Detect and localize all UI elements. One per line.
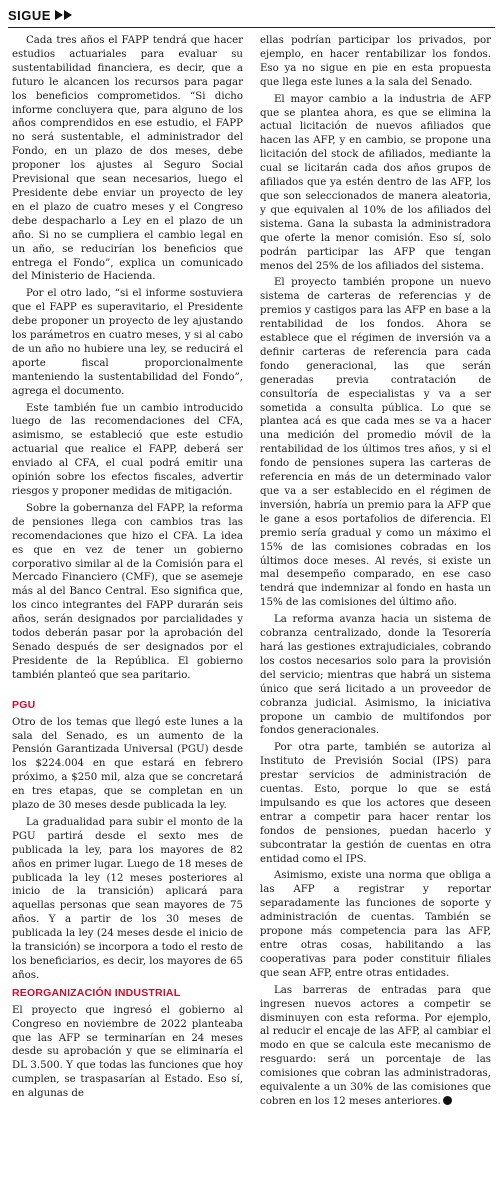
continue-label: SIGUE (8, 7, 51, 23)
paragraph: La reforma avanza hacia un sistema de cobranza centralizado, donde la Tesorería hará las gestiones extrajudiciales, cobrando los costos necesarios solo para la provisión del servicio; mientras que habrá un sistema único que será licitado a un proveedor de cobranza judicial. Asimismo, la iniciativa propone un cambio de multifondos por fondos generacionales. (260, 614, 491, 737)
paragraph: Por el otro lado, “si el informe sostuviera que el FAPP es superavitario, el Presidente debe proponer un proyecto de ley ajustando los parámetros en cuatro meses, y si al cabo de un año no hubiere una ley, se reducirá el aporte fiscal proporcionalmente manteniendo la sustentabilidad del Fondo”, agrega el documento. (12, 288, 243, 397)
subheading-pgu: PGU (12, 698, 36, 711)
article-column-right (260, 34, 491, 1112)
paragraph-text: Las barreras de entradas para que ingresen nuevos actores a competir se disminuyen con esta reforma. Por ejemplo, al reducir el encaje de las AFP, al cambiar el modo en que se calcula este mecanismo de resguardo: será un porcentaje de las comisiones que cobran las administradoras, equivalente a un 30% de las comisiones que cobren en los 12 meses anteriores. (260, 984, 491, 1107)
article-column-left (12, 34, 243, 1104)
continue-header (8, 6, 72, 24)
paragraph: El mayor cambio a la industria de AFP que se plantea ahora, es que se elimina la actual licitación de nuevos afiliados que hacen las AFP, y en cambio, se propone una licitación del stock de afiliados, mediante la cual se licitarán cada dos años grupos de afiliados que ya estén dentro de las AFP, los que son seleccionados de manera aleatoria, y que equivalen al 10% de los afiliados del sistema. Gana la subasta la administradora que oferte la menor comisión. Eso sí, solo podrán participar las AFP que tengan menos del 25% de los afiliados del sistema. (260, 93, 491, 272)
paragraph: Sobre la gobernanza del FAPP, la reforma de pensiones llega con cambios tras las recomendaciones que hizo el CFA. La idea es que en vez de tener un gobierno corporativo similar al de la Comisión para el Mercado Financiero (CMF), que se asemeje más al del Banco Central. Eso significa que, los cinco integrantes del FAPP durarán seis años, serán designados por parcialidades y todos deberán pasar por la aprobación del Senado después de ser designados por el Presidente de la República. El gobierno también planteó que sea paritario. (12, 502, 243, 681)
paragraph: Asimismo, existe una norma que obliga a las AFP a registrar y reportar separadamente las funciones de soporte y administración de cuentas. También se propone más competencia para las AFP, entre otras cosas, habilitando a las cooperativas para poder constituir filiales que sean AFP, entre otras entidades. (260, 870, 491, 979)
continue-arrows-icon (55, 10, 72, 20)
subheading-reorganizacion: REORGANIZACIÓN INDUSTRIAL (12, 986, 181, 999)
paragraph: La gradualidad para subir el monto de la PGU partirá desde el sexto mes de publicada la ley, para los mayores de 82 años en primer lugar. Luego de 18 meses de publicada la ley (12 meses posteriores al inicio de la transición) aplicará para aquellas personas que sean mayores de 75 años. Y a partir de los 30 meses de publicada la ley (24 meses desde el inicio de la transición) se incorpora a todo el resto de los beneficiarios, es decir, los mayores de 65 años. (12, 816, 243, 981)
end-mark-icon (443, 1096, 452, 1105)
last-paragraph (260, 984, 491, 1109)
paragraph: Cada tres años el FAPP tendrá que hacer estudios actuariales para evaluar su sustentabilidad financiera, es decir, que a futuro le alcancen los recursos para pagar los beneficios comprometidos. “Si dicho informe concluyera que, para alguno de los años comprendidos en ese estudio, el FAPP no será sustentable, el administrador del Fondo, en un plazo de dos meses, debe proponer los ajustes al Seguro Social Previsional que sean necesarios, luego el Presidente debe enviar un proyecto de ley en el plazo de cuatro meses y el Congreso debe despacharlo a Ley en el plazo de un año. Si no se cumpliera el cambio legal en un año, se reducirían los beneficios que entrega el Fondo”, explica un comunicado del Ministerio de Hacienda. (12, 35, 243, 283)
paragraph: Por otra parte, también se autoriza al Instituto de Previsión Social (IPS) para prestar servicios de administración de cuentas. Esto, porque lo que se está impulsando es que los actores que deseen entrar a competir para hacer rentar los fondos de pensiones, puedan hacerlo y subcontratar la gestión de cuentas en otra entidad como el IPS. (260, 742, 491, 865)
paragraph: ellas podrían participar los privados, por ejemplo, en hacer rentabilizar los fondos. Eso ya no sigue en pie en esta propuesta que llega este lunes a la sala del Senado. (260, 35, 491, 88)
paragraph: Este también fue un cambio introducido luego de las recomendaciones del CFA, asimismo, se estableció que este estudio actuarial que realice el FAPP, deberá ser enviado al CFA, el cual podrá emitir una opinión sobre los efectos fiscales, advertir riesgos y proponer medidas de mitigación. (12, 402, 243, 497)
paragraph: El proyecto también propone un nuevo sistema de carteras de referencias y de premios y castigos para las AFP en base a la rentabilidad de los fondos. Ahora se establece que el régimen de inversión va a definir carteras de referencia para cada fondo generacional, las que serán generadas previa contratación de consultoría de especialistas y va a ser sometida a consulta pública. Lo que se plantea acá es que cada mes se va a hacer una medición del promedio móvil de la rentabilidad de los últimos tres años, y si el fondo de pensiones supera las carteras de referencia en más de un determinado valor que va a ser establecido en el régimen de inversión, habría un premio para la AFP que le gane a esos portafolios de diferencia. El premio sería gradual y como un máximo el 15% de las comisiones cobradas en los últimos doce meses. Al revés, si existe un mal desempeño comparado, en ese caso tendrá que indemnizar al fondo en hasta un 15% de las comisiones del último año. (260, 277, 491, 609)
paragraph: El proyecto que ingresó el gobierno al Congreso en noviembre de 2022 planteaba que las AFP se terminarían en 24 meses desde su aprobación y que se eliminaría el DL 3.500. Y que todas las funciones que hoy cumplen, se traspasarían al Estado. Eso sí, en algunas de (12, 1004, 243, 1100)
paragraph: Otro de los temas que llegó este lunes a la sala del Senado, es un aumento de la Pensión Garantizada Universal (PGU) desde los $224.004 en que estará en febrero próximo, a $250 mil, alza que se concretará en tres etapas, que se completan en un plazo de 30 meses desde publicada la ley. (12, 716, 243, 812)
header-rule (8, 27, 495, 28)
